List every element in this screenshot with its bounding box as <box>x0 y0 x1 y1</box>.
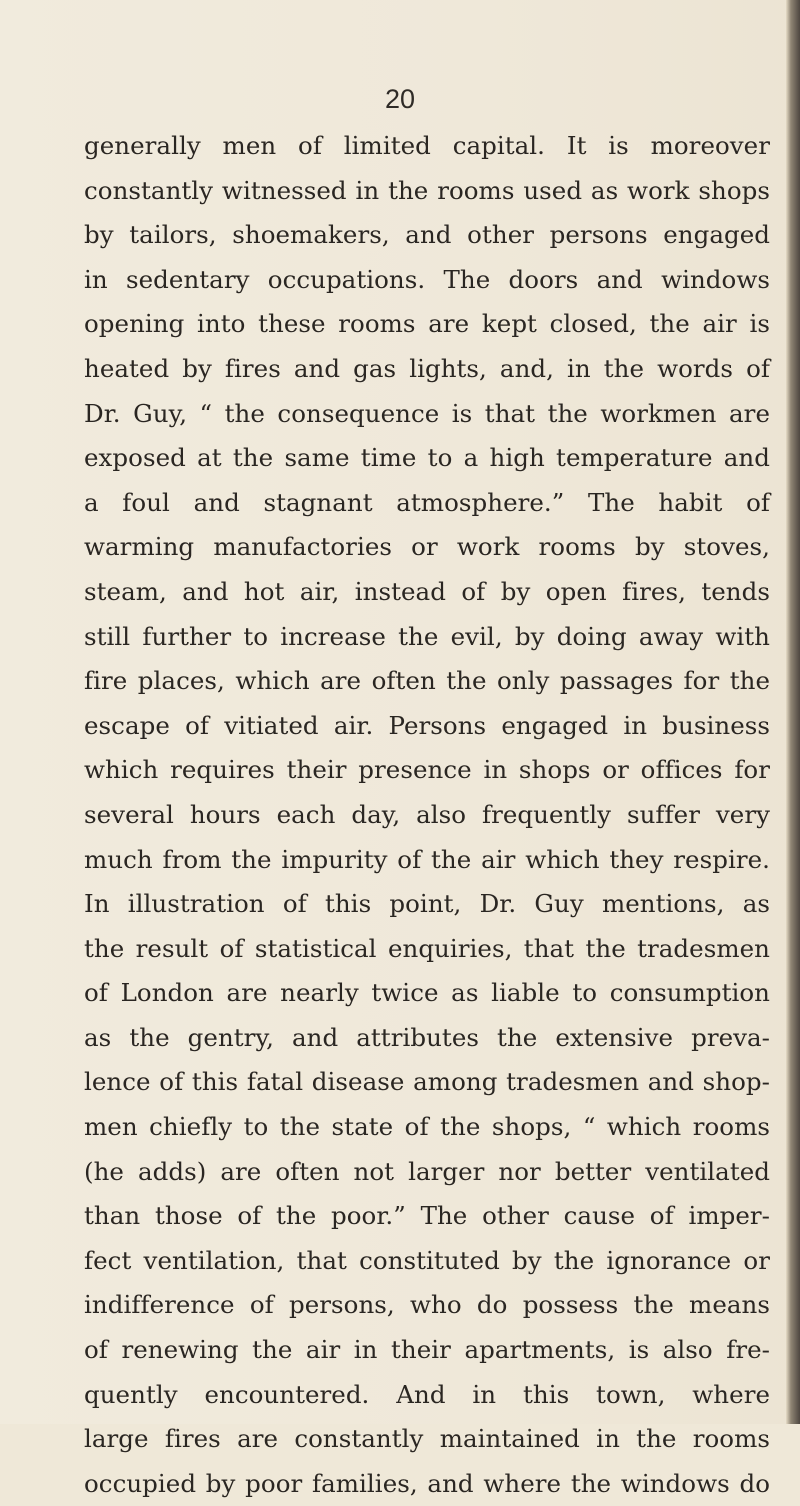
text-line: by tailors, shoemakers, and other persons engaged <box>84 220 770 250</box>
text-line: fire places, which are often the only passages for the <box>84 666 770 696</box>
text-line: of London are nearly twice as liable to consumption <box>84 978 770 1008</box>
text-line: (he adds) are often not larger nor better ventilated <box>84 1156 770 1186</box>
text-line: several hours each day, also frequently suffer very <box>84 799 770 829</box>
text-line: still further to increase the evil, by doing away with <box>84 621 770 651</box>
text-line: the result of statistical enquiries, that the tradesmen <box>84 933 770 963</box>
text-line: in sedentary occupations. The doors and windows <box>84 264 770 294</box>
text-line: much from the impurity of the air which they respire. <box>84 844 770 874</box>
text-line: lence of this fatal disease among tradesmen and shop- <box>84 1067 770 1097</box>
text-line: as the gentry, and attributes the extensive preva- <box>84 1022 770 1052</box>
text-line: generally men of limited capital. It is moreover <box>84 131 770 160</box>
text-line: which requires their presence in shops or offices for <box>84 755 770 785</box>
page-edge <box>786 0 800 1424</box>
text-line: fect ventilation, that constituted by the ignorance or <box>84 1245 770 1275</box>
text-line: occupied by poor families, and where the windows do <box>84 1468 770 1498</box>
text-line: Dr. Guy, “ the consequence is that the workmen are <box>84 398 770 428</box>
text-line: indifference of persons, who do possess the means <box>84 1290 770 1320</box>
text-line: men chiefly to the state of the shops, “ which rooms <box>84 1112 770 1142</box>
text-line: escape of vitiated air. Persons engaged in business <box>84 710 770 740</box>
page-number: 20 <box>384 84 416 114</box>
body-text <box>84 124 770 1506</box>
text-line: large fires are constantly maintained in the rooms <box>84 1424 770 1454</box>
text-line: opening into these rooms are kept closed, the air is <box>84 309 770 339</box>
text-line: steam, and hot air, instead of by open fires, tends <box>84 576 770 606</box>
text-line: heated by fires and gas lights, and, in the words of <box>84 353 770 383</box>
text-line: than those of the poor.” The other cause of imper- <box>84 1201 770 1231</box>
text-line: warming manufactories or work rooms by stoves, <box>84 532 770 562</box>
text-line: a foul and stagnant atmosphere.” The habit of <box>84 487 770 517</box>
text-line: quently encountered. And in this town, where <box>84 1379 770 1409</box>
text-line: In illustration of this point, Dr. Guy mentions, as <box>84 889 770 919</box>
text-line: constantly witnessed in the rooms used as work shops <box>84 175 770 205</box>
text-line: of renewing the air in their apartments, is also fre- <box>84 1335 770 1365</box>
text-line: exposed at the same time to a high temperature and <box>84 443 770 473</box>
